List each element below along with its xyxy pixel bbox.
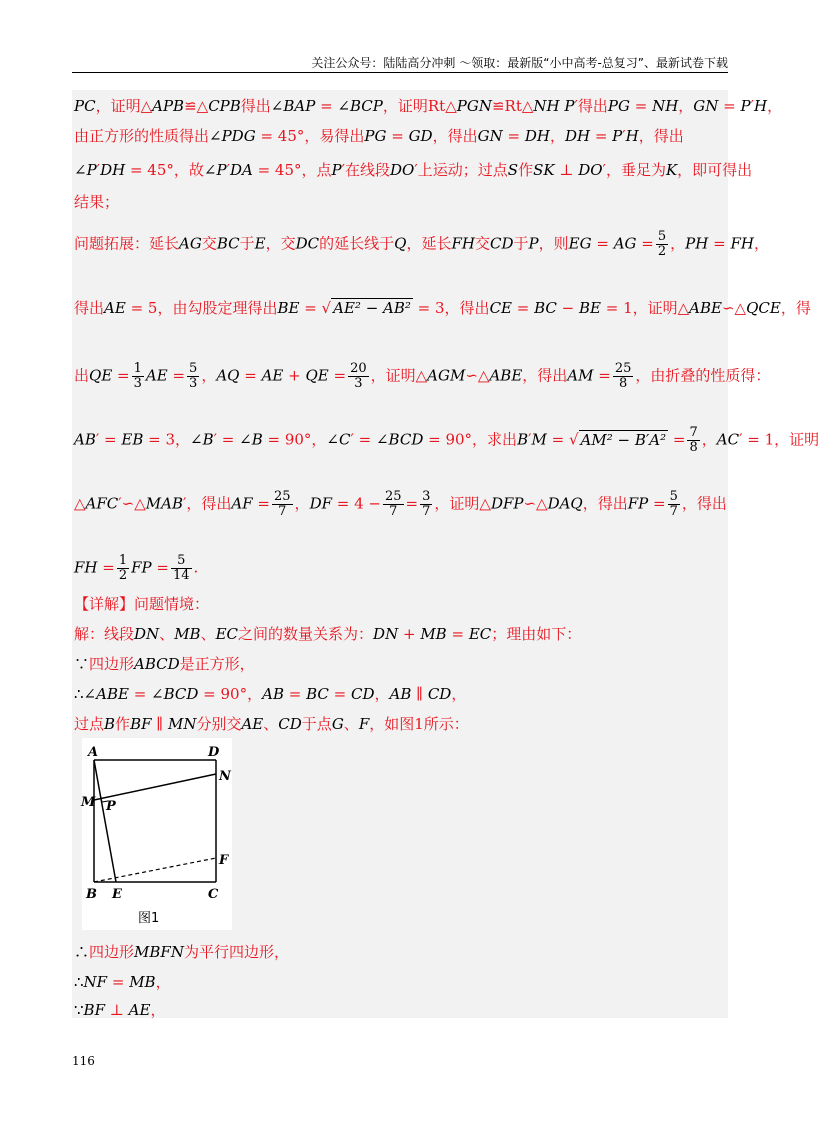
figure-1 <box>82 738 232 930</box>
text-line-14: ∴∠ABE = ∠BCD = 90°，AB = BC = CD，AB ∥ CD， <box>74 685 467 703</box>
text-line-15: 过点B作BF ∥ MN分别交AE、CD于点G、F，如图1所示： <box>74 715 469 733</box>
label-M: M <box>81 795 96 810</box>
text-line-13: ∵四边形ABCD是正方形， <box>74 655 255 673</box>
text-line-16: ∴四边形MBFN为平行四边形， <box>74 943 289 961</box>
text-line-11: 【详解】问题情境： <box>74 595 210 613</box>
text-line-6: 得出AE = 5，由勾股定理得出BE = √ AE² − AB² = 3，得出CE = BC − BE = 1，证明△ABE∽△QCE，得 <box>74 299 811 317</box>
label-E: E <box>112 887 122 902</box>
text-line-2: 由正方形的性质得出∠PDG = 45°，易得出PG = GD，得出GN = DH，DH = P′H，得出 <box>74 127 684 145</box>
label-P: P <box>106 799 116 814</box>
label-A: A <box>88 745 99 760</box>
text-line-4: 结果； <box>74 193 120 211</box>
label-F: F <box>219 853 229 868</box>
text-line-8: AB′ = EB = 3，∠B′ = ∠B = 90°，∠C′ = ∠BCD = 90°，求出B′M = √ AM² − B′A² = $\frac{7}{8}$ ，AC′ = 1，证明 <box>74 425 819 455</box>
text-line-3: ∠P′DH = 45°，故∠P′DA = 45°，点P′在线段DO′上运动；过点S作SK ⊥ DO′，垂足为K，即可得出 <box>74 161 753 179</box>
text-line-7: 出QE = $\frac{1}{3}$ AE = $\frac{5}{3}$ ，AQ = AE + QE = $\frac{20}{3}$ ，证明△AGM∽△ABE，得出AM = $\frac{25}{8}$ ，由折叠的性质得： <box>74 361 771 391</box>
text-line-5: 问题拓展：延长AG交BC于E，交DC的延长线于Q，延长FH交CD于P，则EG = AG = $\frac{5}{2}$ ，PH = FH， <box>74 229 769 259</box>
text-line-12: 解：线段DN、MB、EC之间的数量关系为：DN + MB = EC；理由如下： <box>74 625 582 643</box>
label-D: D <box>208 745 220 760</box>
figure-caption: 图1 <box>138 911 160 926</box>
text-line-18: ∵BF ⊥ AE， <box>74 1001 166 1019</box>
text-line-17: ∴NF = MB， <box>74 973 171 991</box>
text-line-10: FH = $\frac{1}{2}$ FP = $\frac{5}{14}$ . <box>74 553 199 583</box>
header-text: 关注公众号：陆陆高分冲刺 〜领取：最新版“小中高考-总复习”、最新试卷下载 <box>311 56 728 70</box>
label-N: N <box>219 769 231 784</box>
text-line-1: PC，证明△APB≌△CPB得出∠BAP = ∠BCP，证明Rt△PGN≌Rt△NH P′得出PG = NH，GN = P′H， <box>74 97 783 115</box>
text-line-9: △AFC′∽△MAB′，得出AF = $\frac{25}{7}$ ，DF = 4 − $\frac{25}{7}$ = $\frac{3}{7}$ ，证明△DFP∽△DAQ，得出FP = $\frac{5}{7}$ ，得出 <box>74 489 727 519</box>
square-diagram <box>82 738 232 930</box>
label-B: B <box>86 887 97 902</box>
label-C: C <box>208 887 219 902</box>
page-number: 116 <box>72 1054 95 1068</box>
page-header <box>72 52 728 73</box>
